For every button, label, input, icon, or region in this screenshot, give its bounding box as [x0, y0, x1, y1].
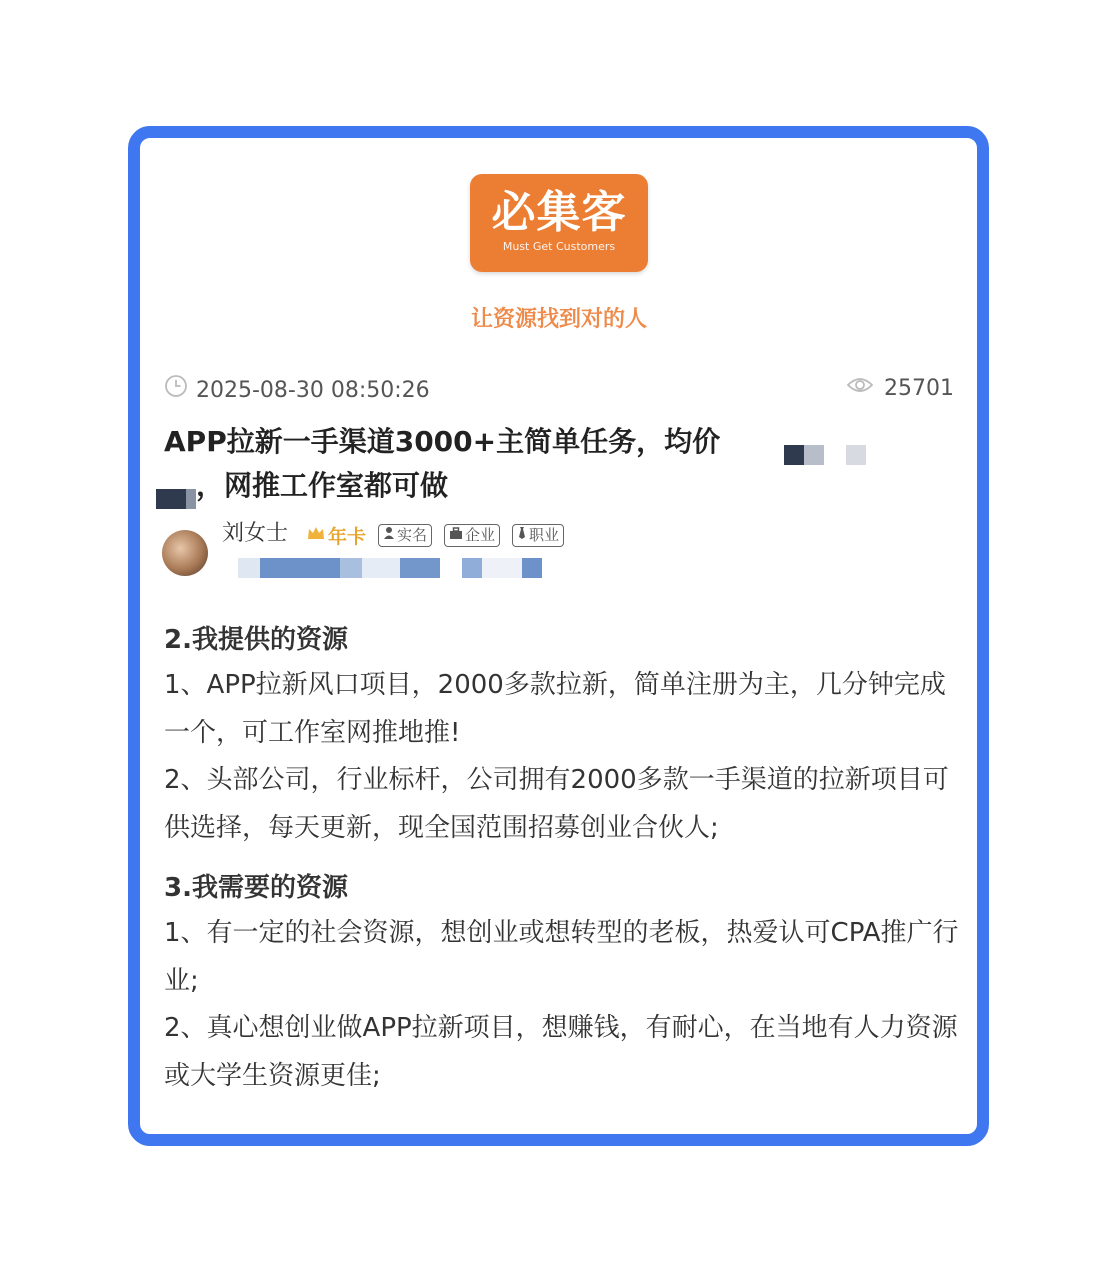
- author-badges: [306, 522, 564, 549]
- section-heading-provide: 2.我提供的资源: [164, 625, 348, 655]
- enterprise-badge: [444, 524, 500, 547]
- post-content: [164, 618, 964, 1100]
- content-paragraph: 1、有一定的社会资源，想创业或想转型的老板，热爱认可CPA推广行业;: [164, 918, 959, 996]
- content-paragraph: 2、真心想创业做APP拉新项目，想赚钱，有耐心，在当地有人力资源或大学生资源更佳;: [164, 1013, 958, 1091]
- tie-icon: [517, 525, 527, 546]
- redacted-text: [156, 478, 196, 496]
- logo-text: 必集客: [491, 187, 627, 238]
- realname-badge: [378, 524, 432, 547]
- briefcase-icon: [449, 525, 463, 546]
- crown-icon: [306, 524, 326, 547]
- eye-icon: [846, 374, 874, 404]
- content-paragraph: 1、APP拉新风口项目，2000多款拉新，简单注册为主，几分钟完成一个，可工作室网推地推!: [164, 670, 946, 748]
- brand-logo: [470, 174, 648, 272]
- post-title-line-1: [164, 420, 954, 464]
- logo-tagline: Must Get Customers: [502, 240, 616, 253]
- post-timestamp-row: [164, 374, 430, 407]
- post-title-line-2: [164, 464, 954, 508]
- post-title-text-1: APP拉新一手渠道3000+主简单任务，均价: [164, 425, 721, 458]
- post-timestamp: 2025-08-30 08:50:26: [196, 377, 430, 403]
- view-count: 25701: [884, 376, 954, 401]
- brand-slogan: 让资源找到对的人: [470, 307, 647, 332]
- post-views-row: [846, 374, 954, 404]
- post-title-text-2: ，网推工作室都可做: [196, 469, 449, 502]
- author-name[interactable]: 刘女士: [222, 521, 289, 546]
- redacted-company-name: [238, 558, 542, 578]
- section-heading-need: 3.我需要的资源: [164, 873, 348, 903]
- author-block: [162, 518, 952, 588]
- profession-badge-label: 职业: [529, 526, 560, 544]
- profession-badge: [512, 524, 564, 547]
- avatar[interactable]: [162, 530, 208, 576]
- person-icon: [383, 525, 395, 546]
- content-paragraph: 2、头部公司，行业标杆，公司拥有2000多款一手渠道的拉新项目可供选择，每天更新，现全国范围招募创业合伙人;: [164, 765, 949, 843]
- annual-badge-label: 年卡: [328, 526, 367, 548]
- annual-badge: [306, 522, 366, 549]
- redacted-price: [784, 434, 870, 452]
- enterprise-badge-label: 企业: [465, 526, 496, 544]
- post-title[interactable]: [164, 420, 954, 508]
- clock-icon: [164, 374, 188, 407]
- realname-badge-label: 实名: [397, 526, 428, 544]
